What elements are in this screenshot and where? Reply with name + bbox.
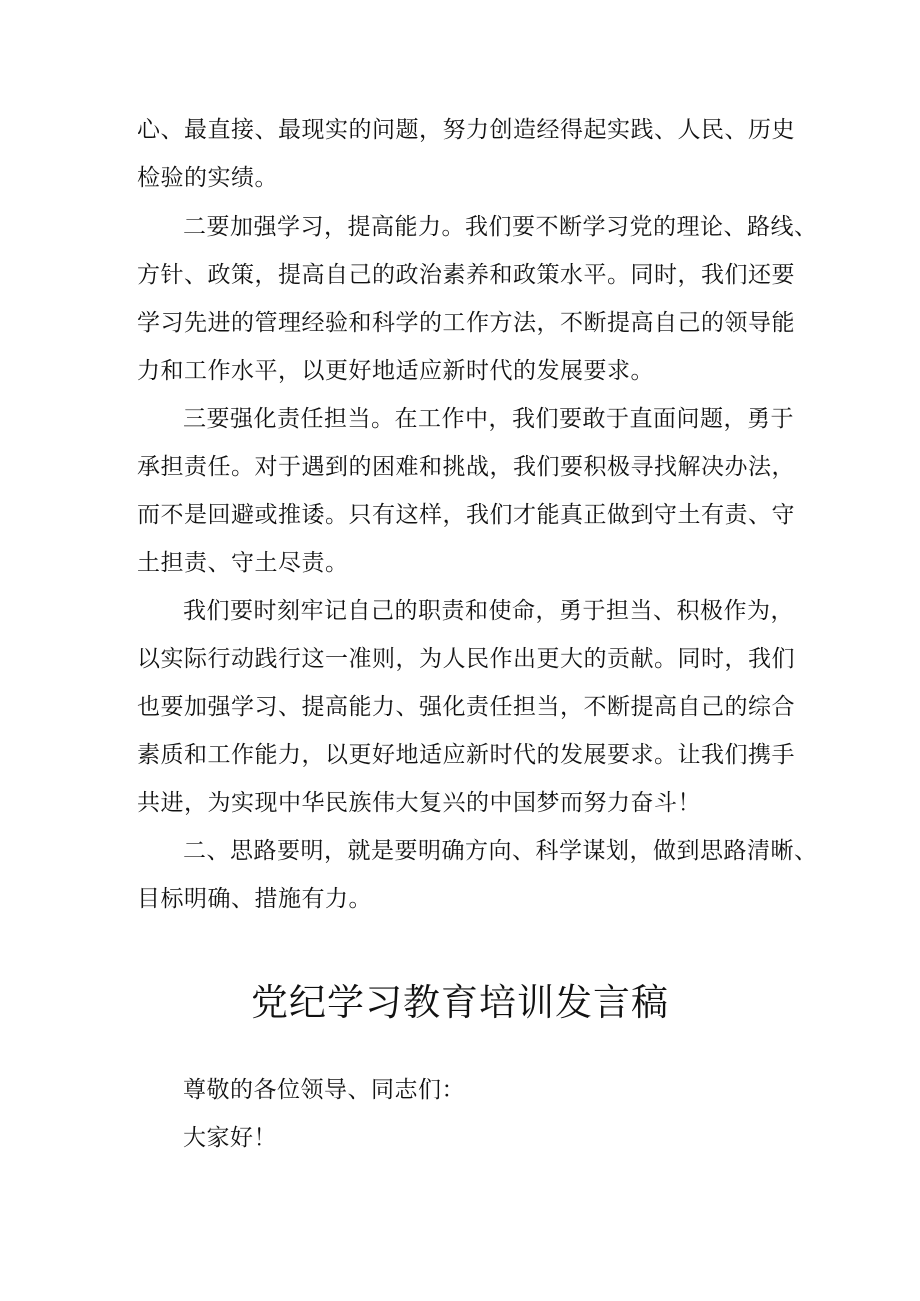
paragraph-line: 目标明确、措施有力。 [137,886,372,912]
paragraph-line: 土担责、守土尽责。 [137,550,349,576]
paragraph-line: 以实际行动践行这一准则，为人民作出更大的贡献。同时，我们 [137,646,795,672]
paragraph-line: 学习先进的管理经验和科学的工作方法，不断提高自己的领导能 [137,310,795,336]
paragraph-line: 二要加强学习，提高能力。我们要不断学习党的理论、路线、 [183,214,818,240]
paragraph-line: 共进，为实现中华民族伟大复兴的中国梦而努力奋斗！ [137,790,701,816]
paragraph-line: 素质和工作能力，以更好地适应新时代的发展要求。让我们携手 [137,742,795,768]
paragraph-line: 方针、政策，提高自己的政治素养和政策水平。同时，我们还要 [137,262,795,288]
paragraph-line: 心、最直接、最现实的问题，努力创造经得起实践、人民、历史 [137,117,795,143]
paragraph-line: 二、思路要明，就是要明确方向、科学谋划，做到思路清晰、 [183,838,818,864]
salutation: 尊敬的各位领导、同志们： [183,1077,465,1103]
document-title: 党纪学习教育培训发言稿 [251,981,669,1024]
paragraph-line: 我们要时刻牢记自己的职责和使命，勇于担当、积极作为， [183,598,794,624]
paragraph-line: 也要加强学习、提高能力、强化责任担当，不断提高自己的综合 [137,694,795,720]
paragraph-line: 承担责任。对于遇到的困难和挑战，我们要积极寻找解决办法， [137,454,795,480]
paragraph-line: 检验的实绩。 [137,165,278,191]
paragraph-line: 而不是回避或推诿。只有这样，我们才能真正做到守土有责、守 [137,502,795,528]
greeting: 大家好！ [183,1125,277,1151]
paragraph-line: 三要强化责任担当。在工作中，我们要敢于直面问题，勇于 [183,406,794,432]
paragraph-line: 力和工作水平，以更好地适应新时代的发展要求。 [137,358,654,384]
